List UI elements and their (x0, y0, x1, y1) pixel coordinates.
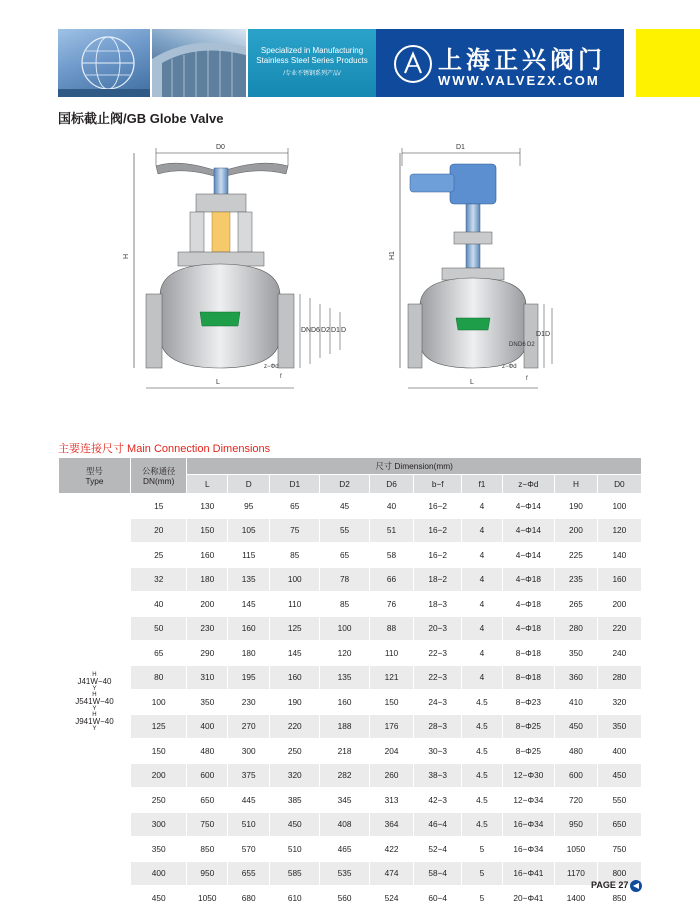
table-cell: 100 (270, 567, 320, 592)
table-row (59, 641, 642, 666)
table-cell: 18−2 (414, 567, 462, 592)
table-cell: 524 (369, 886, 413, 911)
table-cell: 150 (187, 518, 228, 543)
dn-cell: 300 (130, 812, 186, 837)
table-cell: 600 (555, 763, 598, 788)
table-cell: 150 (369, 690, 413, 715)
table-row (59, 812, 642, 837)
table-cell: 260 (369, 763, 413, 788)
table-cell: 18−3 (414, 592, 462, 617)
table-cell: 20−Φ41 (502, 886, 555, 911)
company-name: 上海正兴阀门 (438, 47, 606, 74)
table-cell: 4.5 (462, 739, 502, 764)
table-cell: 4−Φ18 (502, 567, 555, 592)
table-cell: 218 (320, 739, 370, 764)
table-cell: 115 (228, 543, 270, 568)
table-cell: 655 (228, 861, 270, 886)
dn-cell: 400 (130, 861, 186, 886)
dn-cell: 250 (130, 788, 186, 813)
dn-cell: 350 (130, 837, 186, 862)
table-cell: 22−3 (414, 641, 462, 666)
left-h-label: H (123, 253, 130, 259)
table-cell: 450 (555, 714, 598, 739)
table-row (59, 886, 642, 911)
table-cell: 140 (597, 543, 641, 568)
table-cell: 400 (187, 714, 228, 739)
table-cell: 280 (597, 665, 641, 690)
table-cell: 950 (187, 861, 228, 886)
right-d2-label: D2 (527, 342, 535, 348)
right-zd-label: z−Φd (502, 364, 517, 370)
table-cell: 570 (228, 837, 270, 862)
building-photo (152, 29, 246, 97)
table-cell: 750 (187, 812, 228, 837)
table-cell: 60−4 (414, 886, 462, 911)
table-cell: 188 (320, 714, 370, 739)
page-number: PAGE 27 (591, 880, 629, 890)
left-dn-label: DN (301, 327, 312, 334)
table-cell: 510 (228, 812, 270, 837)
table-cell: 204 (369, 739, 413, 764)
table-cell: 560 (320, 886, 370, 911)
table-cell: 78 (320, 567, 370, 592)
table-cell: 130 (187, 494, 228, 519)
table-cell: 100 (597, 494, 641, 519)
table-cell: 5 (462, 837, 502, 862)
table-cell: 313 (369, 788, 413, 813)
handwheel-globe-valve-drawing (123, 144, 346, 388)
table-cell: 4−Φ18 (502, 592, 555, 617)
table-cell: 280 (555, 616, 598, 641)
table-cell: 28−3 (414, 714, 462, 739)
table-cell: 5 (462, 886, 502, 911)
table-cell: 190 (555, 494, 598, 519)
type-line-sub: Y (92, 685, 97, 692)
table-cell: 8−Φ23 (502, 690, 555, 715)
table-cell: 4.5 (462, 763, 502, 788)
table-cell: 8−Φ25 (502, 714, 555, 739)
table-cell: 66 (369, 567, 413, 592)
table-cell: 250 (270, 739, 320, 764)
table-cell: 40 (369, 494, 413, 519)
table-cell: 65 (270, 494, 320, 519)
table-cell: 180 (187, 567, 228, 592)
table-cell: 95 (228, 494, 270, 519)
table-row (59, 494, 642, 519)
type-cell (59, 494, 131, 911)
dn-cell: 200 (130, 763, 186, 788)
col-header: D (228, 475, 270, 494)
section-title: 主要连接尺寸 Main Connection Dimensions (58, 443, 271, 455)
right-d-label: D (545, 331, 551, 338)
table-cell: 650 (597, 812, 641, 837)
table-cell: 145 (228, 592, 270, 617)
table-cell: 110 (270, 592, 320, 617)
table-cell: 160 (187, 543, 228, 568)
globe-sculpture-photo (58, 29, 150, 97)
table-cell: 160 (270, 665, 320, 690)
table-cell: 16−Φ41 (502, 861, 555, 886)
col-header: D0 (597, 475, 641, 494)
table-cell: 4−Φ14 (502, 518, 555, 543)
table-cell: 265 (555, 592, 598, 617)
table-cell: 610 (270, 886, 320, 911)
table-cell: 195 (228, 665, 270, 690)
right-l-label: L (470, 379, 474, 386)
table-cell: 850 (187, 837, 228, 862)
table-cell: 200 (187, 592, 228, 617)
col-header: z−Φd (502, 475, 555, 494)
col-header: D6 (369, 475, 413, 494)
dimensions-table (58, 457, 642, 911)
table-cell: 320 (597, 690, 641, 715)
table-cell: 105 (228, 518, 270, 543)
table-cell: 450 (597, 763, 641, 788)
table-cell: 410 (555, 690, 598, 715)
table-cell: 1170 (555, 861, 598, 886)
table-cell: 65 (320, 543, 370, 568)
company-url[interactable]: WWW.VALVEZX.COM (438, 73, 600, 88)
table-cell: 680 (228, 886, 270, 911)
table-cell: 720 (555, 788, 598, 813)
table-cell: 550 (597, 788, 641, 813)
table-cell: 300 (228, 739, 270, 764)
tagline-line2: Stainless Steel Series Products (256, 56, 368, 65)
col-header: H (555, 475, 598, 494)
table-cell: 4 (462, 494, 502, 519)
table-cell: 5 (462, 861, 502, 886)
page-title: 国标截止阀/GB Globe Valve (58, 111, 224, 126)
table-cell: 474 (369, 861, 413, 886)
table-cell: 4−Φ18 (502, 616, 555, 641)
dn-cell: 50 (130, 616, 186, 641)
table-cell: 230 (228, 690, 270, 715)
type-line-sup: H (92, 691, 97, 698)
table-cell: 364 (369, 812, 413, 837)
table-row (59, 592, 642, 617)
table-row (59, 543, 642, 568)
table-row (59, 616, 642, 641)
table-cell: 350 (187, 690, 228, 715)
table-cell: 282 (320, 763, 370, 788)
table-cell: 350 (555, 641, 598, 666)
table-cell: 46−4 (414, 812, 462, 837)
table-cell: 240 (597, 641, 641, 666)
table-row (59, 518, 642, 543)
table-cell: 480 (555, 739, 598, 764)
table-cell: 42−3 (414, 788, 462, 813)
dn-cell: 150 (130, 739, 186, 764)
table-cell: 310 (187, 665, 228, 690)
table-cell: 125 (270, 616, 320, 641)
table-cell: 950 (555, 812, 598, 837)
dn-cell: 65 (130, 641, 186, 666)
table-cell: 4 (462, 518, 502, 543)
dn-cell: 32 (130, 567, 186, 592)
yellow-accent-block (636, 29, 700, 97)
table-row (59, 739, 642, 764)
page-arrow-icon[interactable]: ◀ (630, 880, 642, 892)
table-cell: 230 (187, 616, 228, 641)
table-cell: 22−3 (414, 665, 462, 690)
table-cell: 135 (320, 665, 370, 690)
table-cell: 4−Φ14 (502, 543, 555, 568)
dn-cell: 100 (130, 690, 186, 715)
table-cell: 408 (320, 812, 370, 837)
table-cell: 600 (187, 763, 228, 788)
col-header: f1 (462, 475, 502, 494)
table-cell: 4 (462, 567, 502, 592)
type-line-main: J41W−40 (77, 676, 112, 686)
electric-globe-valve-drawing (389, 144, 552, 388)
valve-drawings (120, 136, 560, 396)
table-cell: 75 (270, 518, 320, 543)
table-cell: 12−Φ34 (502, 788, 555, 813)
table-row (59, 788, 642, 813)
dn-cell: 15 (130, 494, 186, 519)
table-cell: 45 (320, 494, 370, 519)
dn-header: 公称通径 DN(mm) (130, 458, 186, 494)
table-cell: 180 (228, 641, 270, 666)
table-cell: 4 (462, 592, 502, 617)
type-line-sub: Y (92, 725, 97, 732)
table-cell: 850 (597, 886, 641, 911)
table-cell: 465 (320, 837, 370, 862)
table-cell: 400 (597, 739, 641, 764)
table-cell: 38−3 (414, 763, 462, 788)
right-f-label: f (526, 376, 528, 382)
table-cell: 200 (597, 592, 641, 617)
table-cell: 4−Φ14 (502, 494, 555, 519)
table-cell: 8−Φ18 (502, 665, 555, 690)
table-cell: 76 (369, 592, 413, 617)
table-cell: 270 (228, 714, 270, 739)
left-zd-label: z−Φd (264, 364, 279, 370)
right-d1-top-label: D1 (456, 144, 465, 151)
table-cell: 100 (320, 616, 370, 641)
table-cell: 650 (187, 788, 228, 813)
dn-cell: 80 (130, 665, 186, 690)
col-header: D1 (270, 475, 320, 494)
table-row (59, 714, 642, 739)
table-cell: 345 (320, 788, 370, 813)
tagline-panel (248, 29, 376, 97)
table-cell: 4 (462, 543, 502, 568)
table-cell: 120 (320, 641, 370, 666)
table-cell: 535 (320, 861, 370, 886)
table-cell: 16−2 (414, 543, 462, 568)
table-cell: 1050 (555, 837, 598, 862)
col-header: b−f (414, 475, 462, 494)
table-cell: 350 (597, 714, 641, 739)
table-cell: 190 (270, 690, 320, 715)
dn-cell: 40 (130, 592, 186, 617)
table-row (59, 763, 642, 788)
table-cell: 16−Φ34 (502, 812, 555, 837)
dn-cell: 450 (130, 886, 186, 911)
table-cell: 16−Φ34 (502, 837, 555, 862)
table-cell: 4.5 (462, 812, 502, 837)
left-d6-label: D6 (311, 327, 320, 334)
right-d1-label: D1 (536, 331, 545, 338)
left-d2-label: D2 (321, 327, 330, 334)
table-cell: 225 (555, 543, 598, 568)
table-cell: 145 (270, 641, 320, 666)
table-cell: 121 (369, 665, 413, 690)
table-cell: 16−2 (414, 518, 462, 543)
table-cell: 51 (369, 518, 413, 543)
right-d6-label: D6 (518, 342, 526, 348)
dn-cell: 20 (130, 518, 186, 543)
table-cell: 20−3 (414, 616, 462, 641)
table-cell: 135 (228, 567, 270, 592)
table-cell: 4 (462, 665, 502, 690)
table-cell: 445 (228, 788, 270, 813)
table-cell: 85 (320, 592, 370, 617)
left-d0-label: D0 (216, 144, 225, 151)
table-row (59, 665, 642, 690)
table-cell: 55 (320, 518, 370, 543)
table-cell: 385 (270, 788, 320, 813)
table-cell: 4 (462, 641, 502, 666)
tagline-line3: /专业不锈钢系列产品/ (283, 71, 341, 77)
type-header: 型号 Type (59, 458, 131, 494)
table-cell: 220 (270, 714, 320, 739)
table-cell: 585 (270, 861, 320, 886)
table-cell: 58−4 (414, 861, 462, 886)
right-dn-label: DN (509, 342, 518, 348)
table-row (59, 837, 642, 862)
table-cell: 160 (320, 690, 370, 715)
table-cell: 8−Φ25 (502, 739, 555, 764)
type-line-sup: H (92, 671, 97, 678)
table-cell: 176 (369, 714, 413, 739)
table-cell: 1050 (187, 886, 228, 911)
table-cell: 4 (462, 616, 502, 641)
table-cell: 450 (270, 812, 320, 837)
company-logo (376, 29, 624, 97)
table-cell: 1400 (555, 886, 598, 911)
left-f-label: f (280, 374, 282, 380)
table-cell: 52−4 (414, 837, 462, 862)
table-cell: 290 (187, 641, 228, 666)
table-cell: 800 (597, 861, 641, 886)
table-cell: 375 (228, 763, 270, 788)
dn-cell: 125 (130, 714, 186, 739)
left-l-label: L (216, 379, 220, 386)
table-cell: 85 (270, 543, 320, 568)
table-cell: 4.5 (462, 788, 502, 813)
table-row (59, 861, 642, 886)
company-logo-icon (394, 45, 432, 83)
header-banner (58, 29, 624, 97)
table-cell: 160 (228, 616, 270, 641)
table-cell: 160 (597, 567, 641, 592)
table-cell: 58 (369, 543, 413, 568)
table-cell: 4.5 (462, 714, 502, 739)
type-line-main: J541W−40 (75, 696, 114, 706)
table-cell: 24−3 (414, 690, 462, 715)
table-cell: 200 (555, 518, 598, 543)
dimension-header: 尺寸 Dimension(mm) (187, 458, 642, 475)
table-row (59, 690, 642, 715)
table-cell: 8−Φ18 (502, 641, 555, 666)
table-row (59, 567, 642, 592)
table-cell: 220 (597, 616, 641, 641)
table-cell: 4.5 (462, 690, 502, 715)
type-line-sub: Y (92, 705, 97, 712)
col-header: D2 (320, 475, 370, 494)
table-cell: 16−2 (414, 494, 462, 519)
table-cell: 480 (187, 739, 228, 764)
table-cell: 88 (369, 616, 413, 641)
table-cell: 30−3 (414, 739, 462, 764)
table-body (59, 494, 642, 911)
table-cell: 360 (555, 665, 598, 690)
table-cell: 510 (270, 837, 320, 862)
col-header: L (187, 475, 228, 494)
right-h1-label: H1 (389, 251, 396, 260)
type-line-sup: H (92, 711, 97, 718)
table-cell: 110 (369, 641, 413, 666)
left-d-label: D (341, 327, 347, 334)
table-cell: 422 (369, 837, 413, 862)
table-cell: 12−Φ30 (502, 763, 555, 788)
left-d1-label: D1 (331, 327, 340, 334)
table-cell: 235 (555, 567, 598, 592)
table-cell: 120 (597, 518, 641, 543)
tagline-line1: Specialized in Manufacturing (260, 46, 364, 55)
type-line-main: J941W−40 (75, 716, 114, 726)
dn-cell: 25 (130, 543, 186, 568)
table-cell: 750 (597, 837, 641, 862)
table-header-row (59, 458, 642, 475)
table-cell: 320 (270, 763, 320, 788)
